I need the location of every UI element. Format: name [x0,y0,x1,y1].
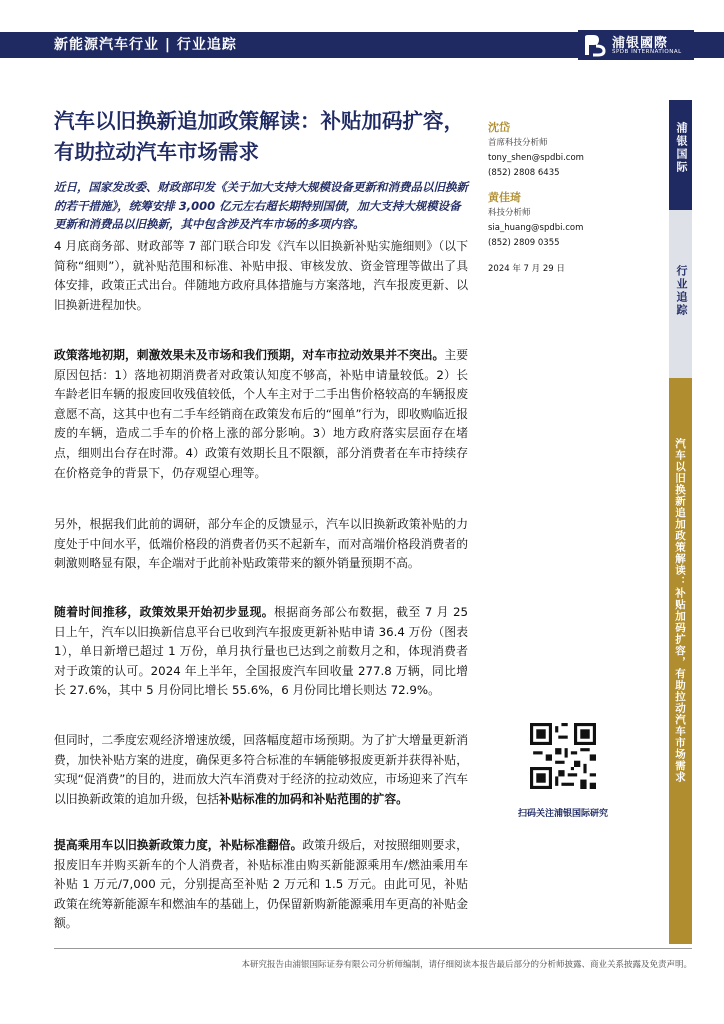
paragraph-4 [54,603,468,701]
paragraph-5-bold: 补贴标准的加码和补贴范围的扩容。 [219,791,408,806]
analyst-2-email[interactable]: sia_huang@spdbi.com [488,223,584,233]
paragraph-2-lead: 政策落地初期，刺激效果未及市场和我们预期，对车市拉动效果并不突出。 [54,348,445,362]
side-headline-text: 汽车以旧换新追加政策解读：补贴加码扩容，有助拉动汽车市场需求 [674,438,686,783]
analyst-1-phone: (852) 2808 6435 [488,168,560,178]
side-tab-brand [669,100,692,210]
analyst-1-role: 首席科技分析师 [488,138,548,148]
logo-text-cn: 浦银國際 [612,36,669,51]
logo-text-en: SPDB INTERNATIONAL [612,49,682,55]
paragraph-4-lead: 随着时间推移，政策效果开始初步显现。 [54,605,275,619]
paragraph-6-lead: 提高乘用车以旧换新政策力度，补贴标准翻倍。 [54,838,303,852]
paragraph-2 [54,346,468,483]
side-tab-headline [669,378,692,944]
paragraph-6 [54,836,468,934]
side-brand-text: 浦银国际 [675,122,688,174]
paragraph-1: 4 月底商务部、财政部等 7 部门联合印发《汽车以旧换新补贴实施细则》（以下简称“细则”），就补贴范围和标准、补贴申报、审核发放、资金管理等做出了具体安排，政策正式出台。伴随地方政府具体措施与方案落地，汽车报废更新、以旧换新进程加快。 [54,239,468,312]
analyst-2 [488,190,658,251]
analyst-2-role: 科技分析师 [488,208,531,218]
analyst-2-name: 黄佳琦 [488,191,521,204]
analyst-1-name: 沈岱 [488,121,510,134]
paragraph-5 [54,731,468,809]
paragraph-4-body: 根据商务部公布数据，截至 7 月 25 日上午，汽车以旧换新信息平台已收到汽车报废更新补贴申请 36.4 万份（图表 1），单日新增已超过 1 万份，单月执行量也已达到之前数月之和，体现消费者对于政策的认可。2024 年上半年，全国报废汽车回收量 277.8 万辆，同比增长 27.6%，其中 5 月份同比增长 55.6%，6 月份同比增长则达 72.9%。 [54,605,468,698]
side-tab-section [669,210,692,378]
report-date: 2024 年 7 月 29 日 [488,264,565,274]
article-title: 汽车以旧换新追加政策解读：补贴加码扩容，有助拉动汽车市场需求 [54,109,464,164]
company-logo [578,30,694,60]
spdb-logo-icon [582,33,608,57]
qr-caption: 扫码关注浦银国际研究 [517,809,608,819]
analyst-1-email[interactable]: tony_shen@spdbi.com [488,153,584,163]
footer-disclaimer: 本研究报告由浦银国际证券有限公司分析师编制，请仔细阅读本报告最后部分的分析师披露、商业关系披露及免责声明。 [241,960,692,970]
qr-code-icon [528,721,598,791]
footer-divider [54,948,692,949]
paragraph-3: 另外，根据我们此前的调研，部分车企的反馈显示，汽车以旧换新政策补贴的力度处于中间水平，低端价格段的消费者仍买不起新车，而对高端价格段消费者的刺激则略显有限，车企端对于此前补贴政策带来的额外销量预期不高。 [54,517,468,571]
analyst-2-phone: (852) 2809 0355 [488,238,560,248]
article-summary: 近日，国家发改委、财政部印发《关于加大支持大规模设备更新和消费品以旧换新的若干措施》，统筹安排 3,000 亿元左右超长期特别国债，加大支持大规模设备更新和消费品以旧换新，其中包含涉及汽车市场的多项内容。 [54,180,468,231]
analyst-1 [488,120,658,181]
paragraph-2-body: 主要原因包括：1）落地初期消费者对政策认知度不够高，补贴申请量较低。2）长车龄老旧车辆的报废回收残值较低，个人车主对于二手出售价格较高的车辆报废意愿不高，这其中也有二手车经销商在政策发布后的“囤单”行为，即收购临近报废的车辆，造成二手车的价格上涨的部分影响。3）地方政府落实层面存在堵点，细则出台存在时滞。4）政策有效期长且不限额，部分消费者在车市持续存在价格竞争的背景下，仍存观望心理等。 [54,348,468,480]
side-section-text: 行业追踪 [675,265,688,317]
report-category: 新能源汽车行业 | 行业追踪 [54,37,237,53]
paragraph-5-body: 但同时，二季度宏观经济增速放缓，回落幅度超市场预期。为了扩大增量更新消费，加快补贴方案的进度，确保更多符合标准的车辆能够报废更新并获得补贴，实现“促消费”的目的，进而放大汽车消费对于经济的拉动效应，市场迎来了汽车以旧换新政策的追加升级，包括 [54,733,468,806]
paragraph-6-body: 政策升级后，对按照细则要求，报废旧车并购买新车的个人消费者，补贴标准由购买新能源乘用车/燃油乘用车补贴 1 万元/7,000 元，分别提高至补贴 2 万元和 1.5 万元。由此可见，补贴政策在统筹新能源车和燃油车的基础上，仍保留新购新能源乘用车更高的补贴金额。 [54,838,468,931]
